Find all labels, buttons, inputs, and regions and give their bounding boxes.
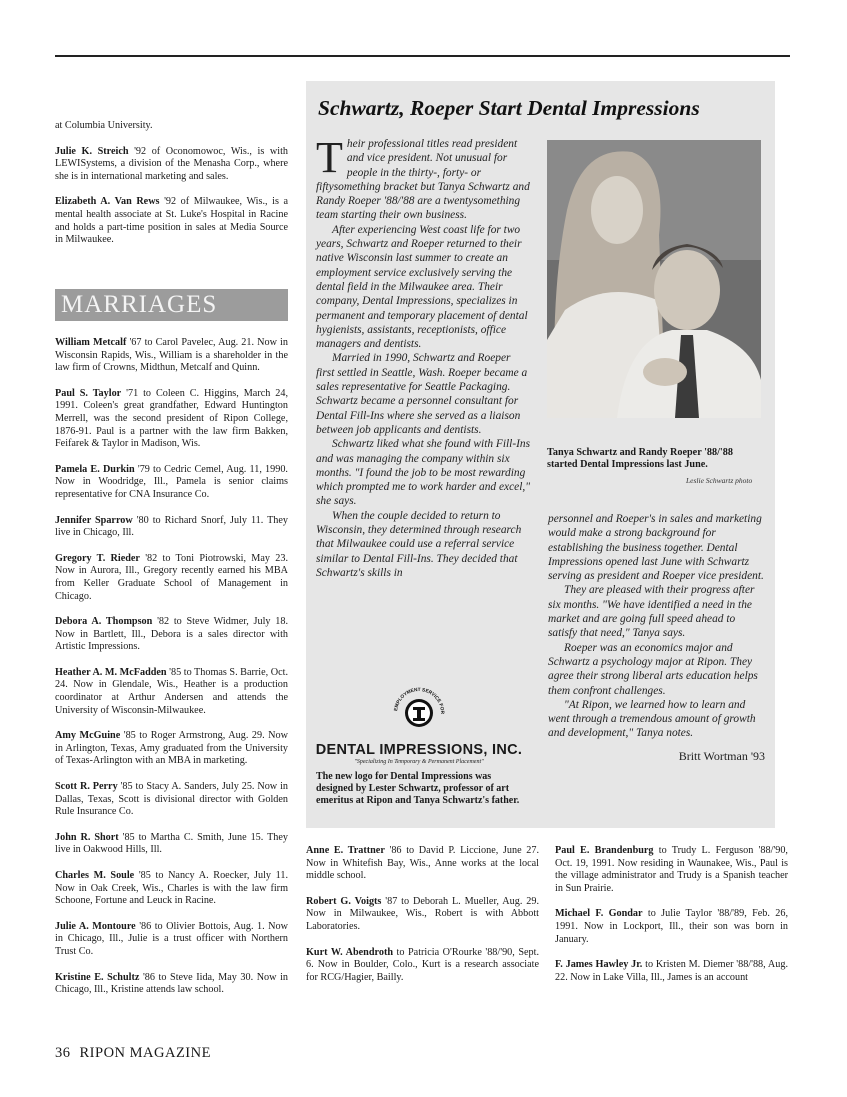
entry-name: Michael F. Gondar	[555, 908, 643, 920]
marriage-entry: Amy McGuine '85 to Roger Armstrong, Aug. 29. Now in Arlington, Texas, Amy graduated from the University of Texas-Arlington with an MBA in marketing.	[55, 730, 288, 767]
story-paragraph: "At Ripon, we learned how to learn and went through a tremendous amount of growth and development," Tanya notes.	[548, 698, 756, 740]
marriage-entry: Julie A. Montoure '86 to Olivier Bottois, Aug. 1. Now in Chicago, Ill., Julie is a trust officer with Northern Trust Co.	[55, 920, 288, 957]
feature-article-box	[306, 81, 775, 828]
marriage-entry: Kristine E. Schultz '86 to Steve Iida, May 30. Now in Chicago, Ill., Kristine attends law school.	[55, 971, 288, 996]
photo-credit: Leslie Schwartz photo	[686, 476, 753, 485]
entry-name: Julie K. Streich	[55, 145, 129, 157]
entry-name: Gregory T. Rieder	[55, 552, 140, 564]
magazine-name: RIPON MAGAZINE	[79, 1045, 211, 1061]
marriage-entry: Paul S. Taylor '71 to Coleen C. Higgins, March 24, 1991. Coleen's great grandfather, Edward Huntington Merrell, was the second president of Ripon College, 1876-91. Paul is a partner with the law firm Bakken, Feifarek & Taylor in Madison, Wis.	[55, 387, 288, 450]
entry-name: F. James Hawley Jr.	[555, 959, 643, 971]
marriage-entry: Jennifer Sparrow '80 to Richard Snorf, July 11. They live in Chicago, Ill.	[55, 514, 289, 539]
marriage-entry: Robert G. Voigts '87 to Deborah L. Mueller, Aug. 29. Now in Milwaukee, Wis., Robert is with Abbott Laboratories.	[306, 895, 539, 932]
couple-photo	[547, 140, 761, 418]
marriage-entry: Debora A. Thompson '82 to Steve Widmer, July 18. Now in Bartlett, Ill., Debora is a sales director with Artistic Impressions.	[55, 616, 288, 653]
dental-impressions-logo	[314, 683, 524, 765]
marriage-entry: Heather A. M. McFadden '85 to Thomas S. Barrie, Oct. 24. Now in Glendale, Wis., Heather is a production coordinator at Arthur Andersen and attends the University of Wisconsin-Milwaukee.	[55, 666, 288, 716]
class-note-entry: at Columbia University.	[55, 120, 153, 131]
entry-name: Jennifer Sparrow	[55, 514, 133, 526]
logo-company-name: DENTAL IMPRESSIONS, INC.	[315, 742, 523, 758]
entry-name: Amy McGuine	[55, 730, 121, 742]
drop-cap: T	[316, 133, 343, 182]
marriage-entry: Gregory T. Rieder '82 to Toni Piotrowski, May 23. Now in Aurora, Ill., Gregory recently earned his MBA from Keller Graduate School of Management in Chicago.	[55, 552, 288, 602]
photo-caption: Tanya Schwartz and Randy Roeper '88/'88 started Dental Impressions last June.	[547, 447, 733, 471]
entry-name: William Metcalf	[55, 337, 127, 348]
entry-name: Anne E. Trattner	[306, 845, 385, 856]
marriage-entry: John R. Short '85 to Martha C. Smith, June 15. They live in Oakwood Hills, Ill.	[55, 831, 289, 856]
entry-name: Pamela E. Durkin	[55, 463, 135, 475]
page-footer	[55, 1045, 211, 1062]
story-paragraph: personnel and Roeper's in sales and marketing would make a strong background for establishing the business together. Dental Impressions opened last June with Schwartz serving as president and Roeper vice president.	[548, 513, 764, 583]
entry-name: Kristine E. Schultz	[55, 971, 140, 983]
marriages-right-column	[555, 845, 788, 997]
entry-name: Paul S. Taylor	[55, 387, 122, 399]
entry-name: Julie A. Montoure	[55, 920, 136, 932]
story-paragraph: Their professional titles read president and vice president. Not unusual for people in the thirty-, forty- or fiftysomething bracket but Tanya Schwartz and Randy Roeper '88/'88 are a twentysomething team starting their own business.	[316, 133, 530, 222]
story-paragraph: Roeper was an economics major and Schwartz a psychology major at Ripon. They agree their strong liberal arts education helps them confront challenges.	[548, 641, 758, 697]
marriage-entry: William Metcalf '67 to Carol Pavelec, Aug. 21. Now in Wisconsin Rapids, Wis., William is a shareholder in the law firm of Crowns, Midthun, Metcalf and Quinn.	[55, 337, 288, 374]
class-note-entry: Julie K. Streich '92 of Oconomowoc, Wis., is with LEWISystems, a division of the Menasha Corp., where she is in international marketing and sales.	[55, 145, 288, 182]
entry-name: Scott R. Perry	[55, 781, 118, 793]
marriage-entry: Kurt W. Abendroth to Patricia O'Rourke '88/'90, Sept. 6. Now in Boulder, Colo., Kurt is a research associate for RCG/Hagier, Bailly.	[306, 946, 539, 983]
entry-name: Robert G. Voigts	[306, 895, 382, 907]
marriage-entry: Paul E. Brandenburg to Trudy L. Ferguson '88/'90, Oct. 19, 1991. Now residing in Waunakee, Wis., Paul is the village administrator and Trudy is a Spanish teacher in Sun Prairie.	[555, 845, 788, 894]
entry-name: Debora A. Thompson	[55, 616, 153, 628]
top-rule	[55, 55, 790, 57]
entry-name: John R. Short	[55, 831, 119, 843]
entry-name: Elizabeth A. Van Rews	[55, 196, 160, 208]
story-paragraph: When the couple decided to return to Wisconsin, they determined through research that Milwaukee could use a referral service similar to Dental Fill-Ins. They decided that Schwartz's skills in	[316, 509, 522, 579]
logo-caption: The new logo for Dental Impressions was designed by Lester Schwartz, professor of art emeritus at Ripon and Tanya Schwartz's father.	[316, 771, 520, 807]
marriage-entry: Pamela E. Durkin '79 to Cedric Cemel, Aug. 11, 1990. Now in Woodridge, Ill., Pamela is senior claims representative for CNA Insurance Co.	[55, 463, 288, 500]
marriage-entry: Charles M. Soule '85 to Nancy A. Roecker, July 11. Now in Oak Creek, Wis., Charles is with the law firm Schoone, Fortune and Leuck in Racine.	[55, 870, 288, 907]
logo-tagline: "Specializing In Temporary & Permanent Placement"	[354, 759, 484, 765]
marriage-entry: Scott R. Perry '85 to Stacy A. Sanders, July 25. Now in Dallas, Texas, Scott is divisional director with Golden Rule Insurance Co.	[55, 781, 288, 818]
marriages-left-column	[55, 337, 288, 1010]
entry-name: Kurt W. Abendroth	[306, 946, 393, 958]
article-byline: Britt Wortman '93	[678, 748, 765, 763]
entry-name: Paul E. Brandenburg	[555, 845, 654, 856]
section-heading-marriages: MARRIAGES	[55, 289, 288, 321]
story-paragraph: Married in 1990, Schwartz and Roeper first settled in Seattle, Wash. Roeper became a sales representative for Seattle Packaging. Schwartz became a personnel consultant for Dental Fill-Ins where she served as a liaison between job applicants and dentists.	[316, 352, 528, 436]
feature-story-column-1	[316, 133, 531, 580]
page-number: 36	[55, 1045, 71, 1061]
marriage-entry: Michael F. Gondar to Julie Taylor '88/'89, Feb. 26, 1991. Now in Lockport, Ill., their son was born in January.	[555, 908, 788, 945]
photo-illustration	[547, 140, 761, 418]
entry-name: Heather A. M. McFadden	[55, 666, 167, 678]
feature-story-column-2	[548, 512, 765, 763]
feature-headline: Schwartz, Roeper Start Dental Impressions	[318, 96, 700, 120]
story-paragraph: After experiencing West coast life for two years, Schwartz and Roeper returned to their native Wisconsin last summer to create an employment service exclusively serving the dental field in the Milwaukee area. Their company, Dental Impressions, specializes in permanent and temporary placement of dental hygienists, assistants, receptionists, office managers and dentists.	[316, 223, 528, 351]
left-column	[55, 120, 288, 260]
story-paragraph: Schwartz liked what she found with Fill-Ins and was managing the company within six months. "I found the job to be most rewarding which prompted me to work harder and excel," she says.	[316, 438, 531, 508]
logo-ring-text: EMPLOYMENT SERVICE FOR	[394, 687, 445, 715]
tooth-seal-icon	[389, 683, 449, 735]
class-note-entry: Elizabeth A. Van Rews '92 of Milwaukee, Wis., is a mental health associate at St. Luke's Hospital in Racine and holds a part-time position in sales at Media Source in Milwaukee.	[55, 196, 288, 246]
entry-name: Charles M. Soule	[55, 870, 135, 881]
story-paragraph: They are pleased with their progress after six months. "We have identified a need in the market and are going full speed ahead to satisfy that need," Tanya says.	[548, 584, 755, 640]
marriages-middle-column	[306, 845, 539, 997]
marriage-entry: Anne E. Trattner '86 to David P. Liccione, June 27. Now in Whitefish Bay, Wis., Anne works at the local middle school.	[306, 845, 539, 882]
marriage-entry: F. James Hawley Jr. to Kristen M. Diemer '88/'88, Aug. 22. Now in Lake Villa, Ill., James is an account	[555, 959, 788, 983]
